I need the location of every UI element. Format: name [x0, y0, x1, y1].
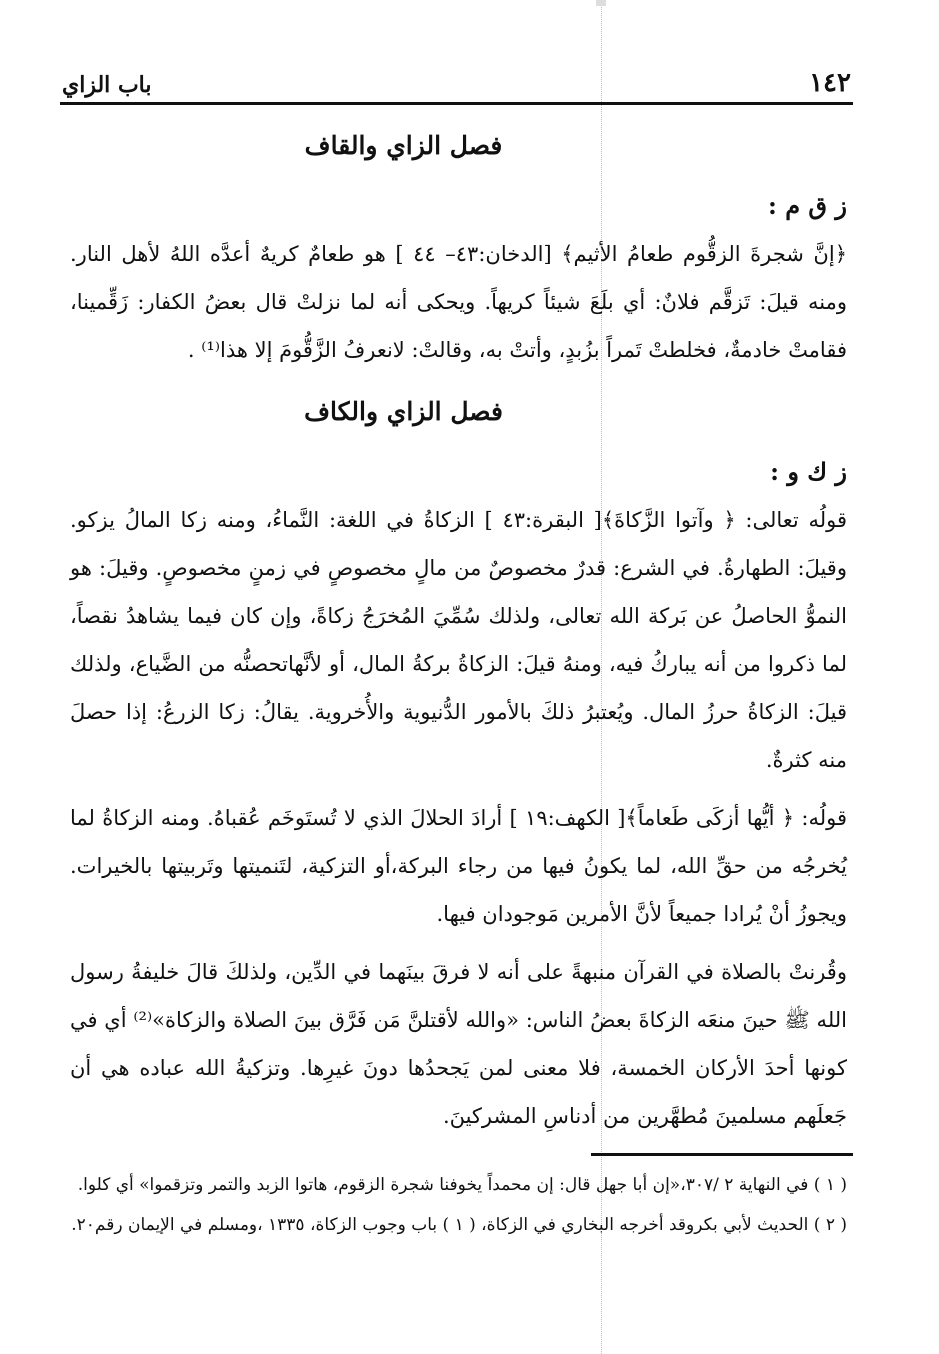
main-text — [70, 118, 847, 1140]
page-number: ١٤٢ — [809, 68, 851, 98]
running-head: باب الزاي — [62, 72, 152, 98]
paragraph: وقُرنتْ بالصلاة في القرآن منبهةً على أنه لا فرقَ بينَهما في الدِّين، ولذلكَ قالَ خليفةُ رسول الله ﷺ حينَ منعَه الزكاةَ بعضُ الناس: «والله لأقتلنَّ مَن فَرَّق بينَ الصلاة والزكاة»⁽²⁾ أي في كونها أحدَ الأركان الخمسة، فلا معنى لمن يَجحدُها دونَ غيرِها. وتزكيةُ الله عباده هي أن جَعلَهم مسلمينَ مُطهَّرين من أدناسِ المشركينَ. — [70, 960, 847, 1128]
footnote-rule — [591, 1153, 853, 1156]
page-header — [62, 58, 851, 98]
scan-mark — [596, 0, 606, 6]
footnotes — [66, 1168, 847, 1248]
section-title-zay-qaf: فصل الزاي والقاف — [304, 131, 503, 160]
paragraph: قولُه: ﴿ أيُّها أزكَى طَعاماً﴾[ الكهف:١٩ ] أرادَ الحلالَ الذي لا تُستَوخَم عُقباهُ. ومنه الزكاةُ لما يُخرجُه من حقِّ الله، لما يكونُ فيها من رجاء البركة،أو التزكية، لتَنميتها وتَربيتها بالخيرات. ويجوزُ أنْ يُرادا جميعاً لأنَّ الأمرين مَوجودان فيها. — [70, 806, 847, 926]
footnote-2: ( ٢ ) الحديث لأبي بكروقد أخرجه البخاري في الزكاة، ( ١ ) باب وجوب الزكاة، ١٣٣٥ ،ومسلم في الإيمان رقم٢٠. — [71, 1215, 847, 1235]
entry-heading-zqm: ز ق م : — [768, 191, 847, 220]
section-title-zay-kaf: فصل الزاي والكاف — [304, 397, 503, 426]
entry-heading-zkw: ز ك و : — [770, 457, 847, 486]
header-rule — [60, 102, 853, 105]
footnote-1: ( ١ ) في النهاية ٢ /٣٠٧،«إن أبا جهل قال: إن محمداً يخوفنا شجرة الزقوم، هاتوا الزبد والتمر وتزقموا» أي كلوا. — [77, 1175, 847, 1195]
paragraph: قولُه تعالى: ﴿ وآتوا الزَّكاةَ﴾[ البقرة:٤٣ ] الزكاةُ في اللغة: النَّماءُ، ومنه زكا المالُ يزكو. وقيلَ: الطهارةُ. في الشرع: قدرٌ مخصوصٌ من مالٍ مخصوصٍ في زمنٍ مخصوصٍ. وقيلَ: هو النموُّ الحاصلُ عن بَركة الله تعالى، ولذلك سُمِّيَ المُخرَجُ زكاةً، وإن كان فيما يشاهدُ نقصاً، لما ذكروا من أنه يباركُ فيه، ومنهُ قيلَ: الزكاةُ بركةُ المال، أو لأنَّهاتحصنُّه من الضَّياع، ولذلك قيلَ: الزكاةُ حرزُ المال. ويُعتبرُ ذلكَ بالأمور الدُّنيوية والأُخروية. يقالُ: زكا الزرعُ: إذا حصلَ منه كثرةٌ. — [70, 508, 847, 772]
paragraph: ﴿إنَّ شجرةَ الزقُّوم طعامُ الأثيم﴾ [الدخان:٤٣– ٤٤ ] هو طعامٌ كريهٌ أعدَّه اللهُ لأهل النار. ومنه قيلَ: تَزقَّم فلانٌ: أي بلَعَ شيئاً كريهاً. ويحكى أنه لما نزلتْ قال بعضُ الكفار: زَقِّمينا، فقامتْ خادمةٌ، فخلطتْ تَمراً بزُبدٍ، وأتتْ به، وقالتْ: لانعرفُ الزَّقُّومَ إلا هذا⁽¹⁾ . — [70, 242, 847, 362]
